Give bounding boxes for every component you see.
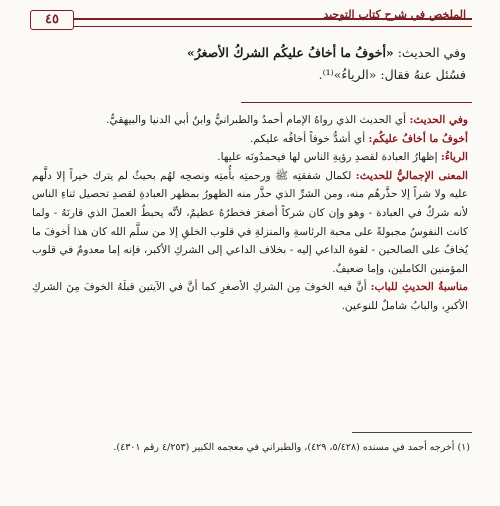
term-label: وفي الحديث: [409,114,468,126]
page-number: ٤٥ [30,10,74,30]
term-text: إظهارُ العبادة لقصدِ رؤيةِ الناس لها فيحمدُونَه عليها. [217,151,441,164]
hadith-quote: «أخوفُ ما أخافُ عليكُم الشركُ الأصغرُ» [186,45,394,60]
commentary-paragraph [32,111,468,130]
commentary-paragraph [32,167,468,279]
page [0,6,500,506]
commentary-paragraph [32,148,468,167]
hadith-prefix: وفي الحديث: [393,45,466,60]
term-text: أنَّ فيه الخوفَ مِن الشركِ الأصغرِ كما أنَّ في الآيتين قبلَهُ الخوفَ مِنَ الشركِ الأكبرِ، والبابُ شاملٌ للنوعين. [32,281,468,312]
book-title: الملخص في شرح كتاب التوحيد [323,8,466,21]
term-label: الرياءُ: [440,151,468,164]
hadith-line-1 [34,42,466,64]
page-header [28,6,472,38]
term-text: أي أشدُّ خوفاً أخافُه عليكم. [250,132,369,145]
section-divider [241,102,472,103]
hadith-line-2: فسُئل عنهُ فقال: «الرياءُ»⁽¹⁾. [318,67,466,82]
commentary [28,111,472,316]
term-label: مناسبةُ الحديثِ للباب: [370,281,468,294]
term-label: المعنى الإجماليُّ للحديث: [355,169,468,182]
term-text: أي الحديث الذي رواهُ الإمام أحمدُ والطبرانيُّ وابنُ أبي الدنيا والبيهقيُّ. [106,114,410,126]
footnote-divider [352,432,472,433]
header-rule [72,18,472,27]
term-label: أخوفُ ما أخافُ عليكُم: [368,132,468,145]
footnote: (١) أخرجه أحمد في مسنده (٥/٤٢٨، ٤٢٩)، والطبراني في معجمه الكبير (٤/٢٥٣ رقم ٤٣٠١). [113,442,470,453]
commentary-paragraph [32,278,468,315]
commentary-paragraph [32,130,468,149]
term-text: لكمال شفقتِه ﷺ ورحمتِه بأُمتِه ونصحِه لهُم بحيثُ لم يترك خيراً إلا دلَّهم عليه ولا شراً إلا حذَّرهُم منه، ومن الشرِّ الذي حذَّر منه الظهورُ بمظهر العبادةِ لقصدِ تحصيل ثناءِ الناس لأنه شركٌ في العبادة - وهو وإن كان شركاً أصغرَ فخطرُهُ عظيمٌ، لأنَّه يحبطُ العملَ الذي قارنَهُ - ولما كانت النفوسُ مجبولةً على محبة الرئاسةِ والمنزلةِ في قلوب الخلقِ إلا من سلَّم الله كان هذا أخوفَ ما يُخافُ على الصالحين - لقوة الداعي إليه - بخلاف الداعي إلى الشركِ الأكبر، فإنه إما معدومٌ في قلوب المؤمنين الكاملين، وإما ضعيفٌ. [31,169,468,275]
hadith-intro [28,38,472,92]
